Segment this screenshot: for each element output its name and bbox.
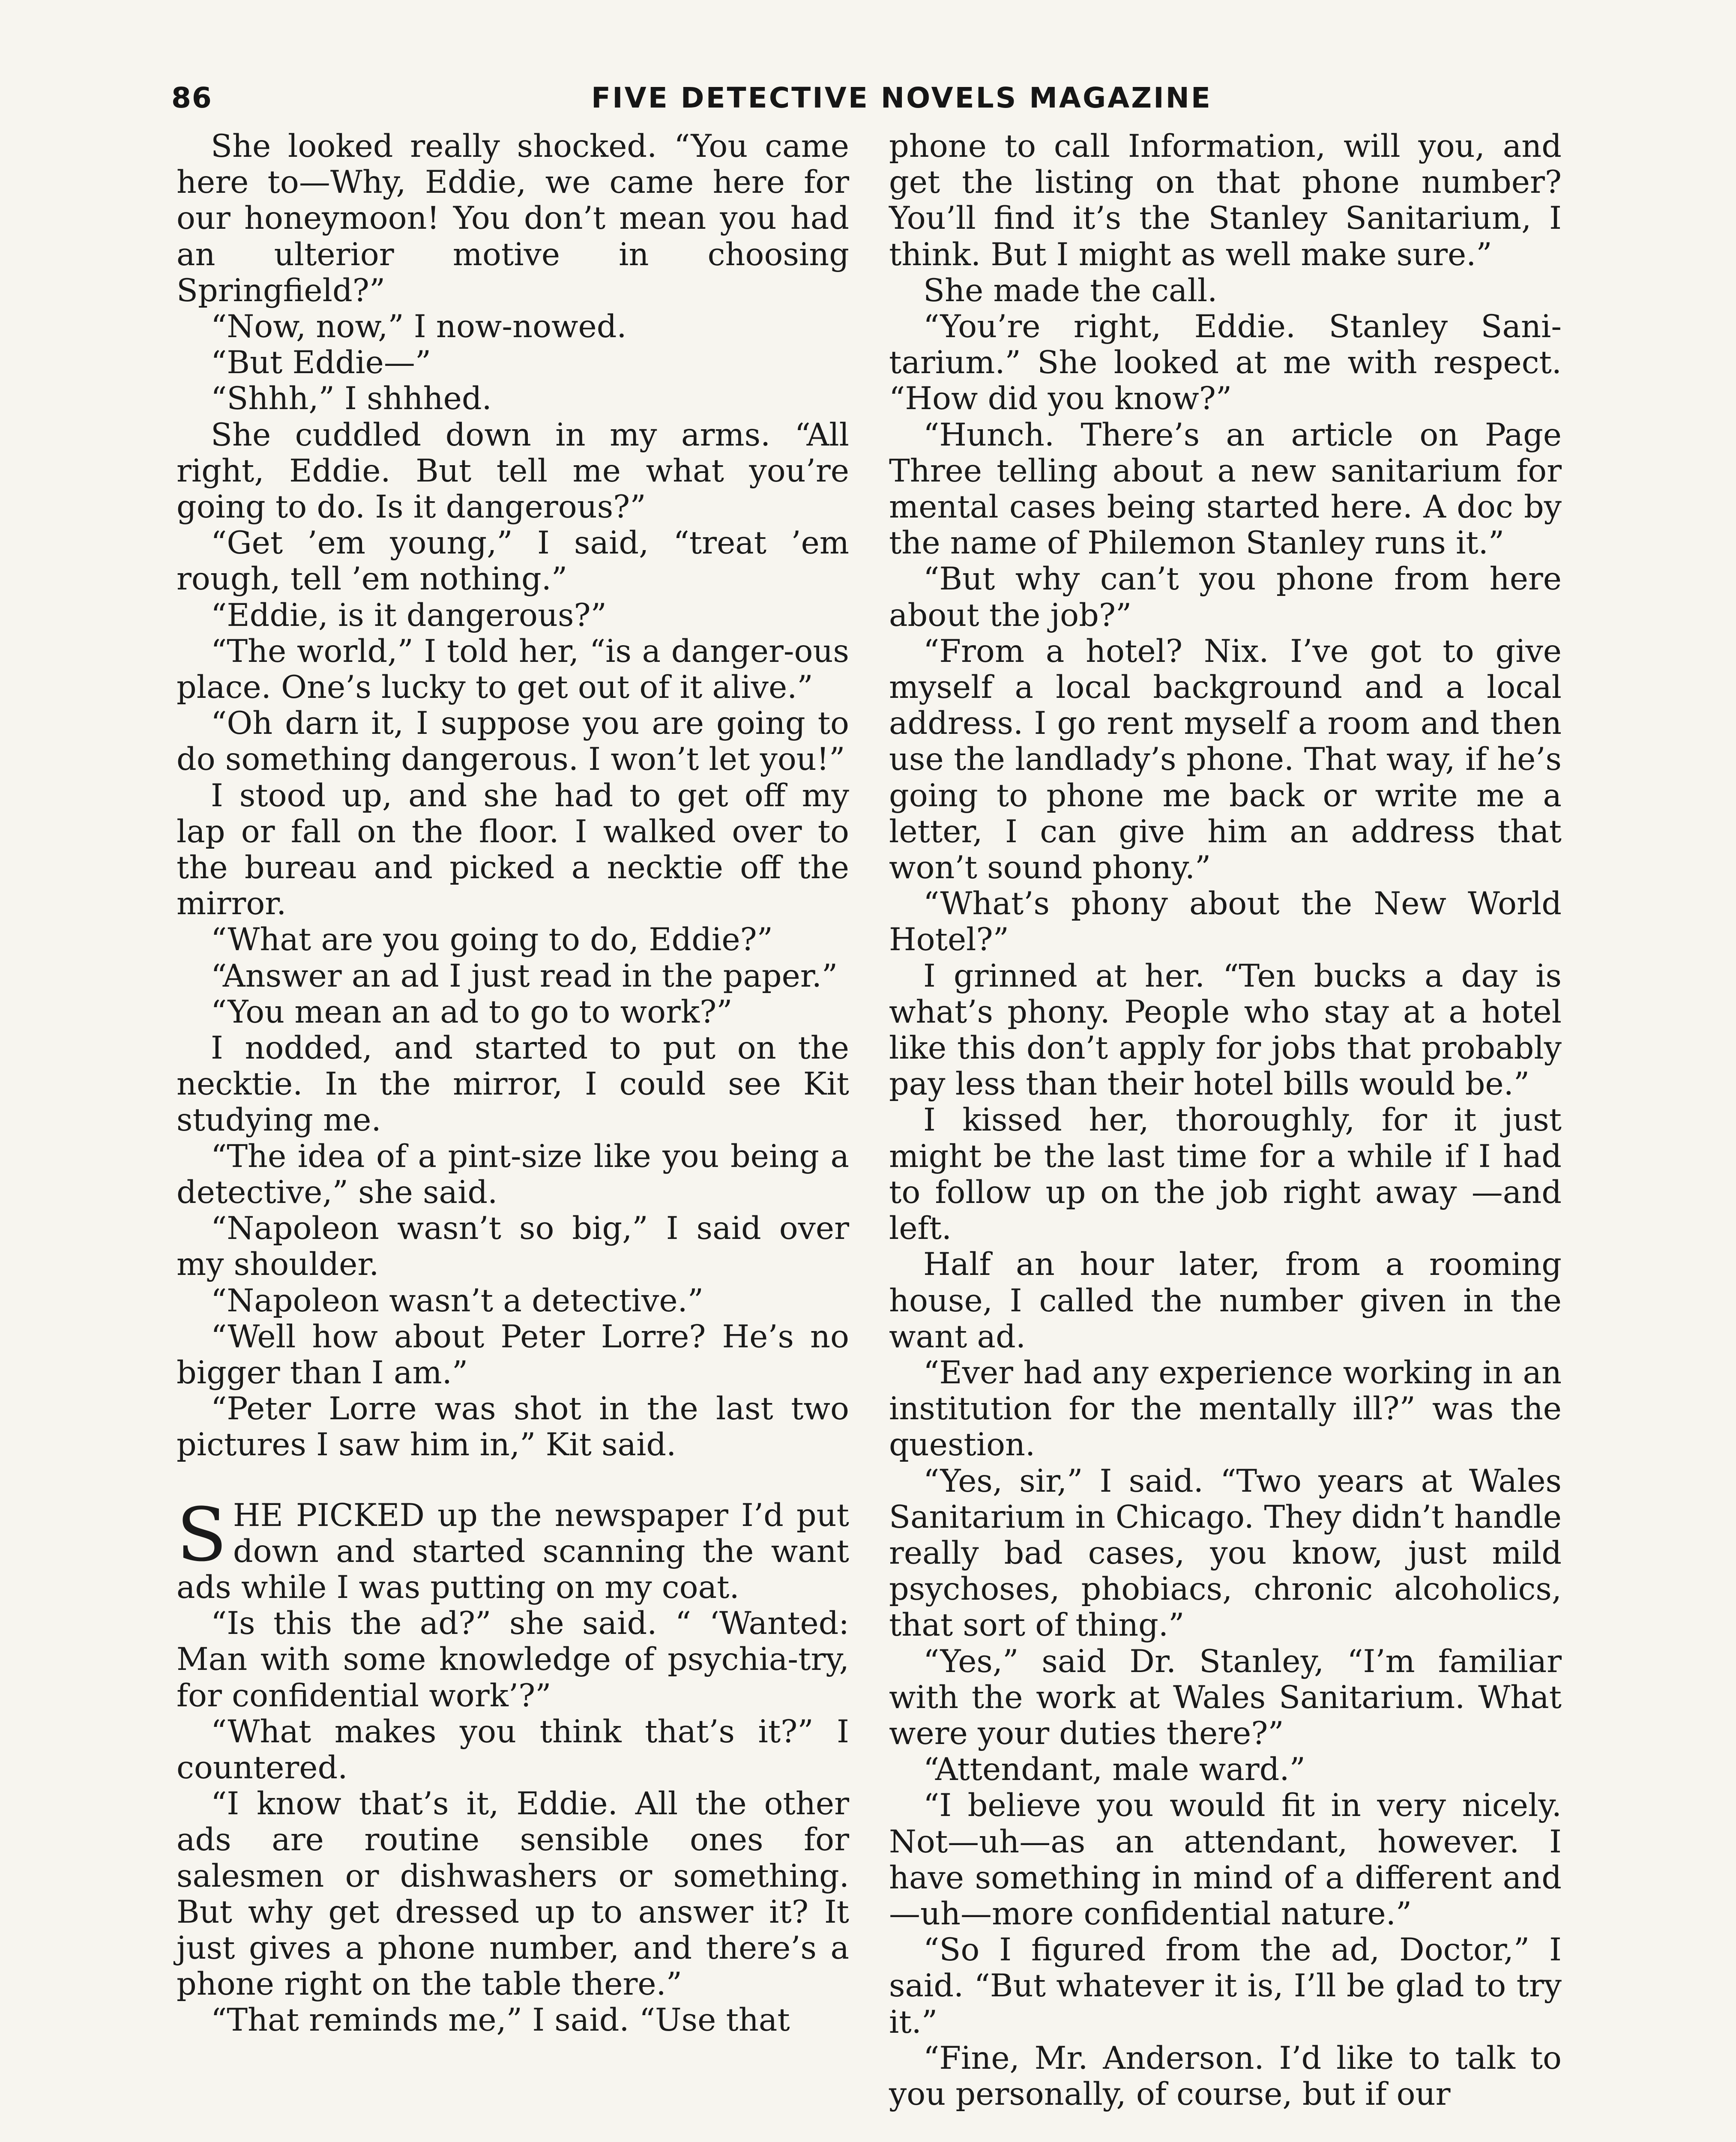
paragraph: “What makes you think that’s it?” I countered.	[177, 1713, 849, 1786]
paragraph: “But Eddie—”	[211, 344, 431, 381]
paragraph: “The idea of a pint-size like you being a detective,” she said.	[177, 1138, 849, 1211]
paragraph: “Get ’em young,” I said, “treat ’em rough, tell ’em nothing.”	[177, 525, 849, 598]
paragraph: “Attendant, male ward.”	[923, 1751, 1305, 1788]
section-opening-paragraph	[177, 1491, 849, 1606]
paragraph: Half an hour later, from a rooming house, I called the number given in the want ad.	[889, 1246, 1562, 1355]
section-break	[177, 1463, 849, 1498]
paragraph: “You’re right, Eddie. Stanley Sani-tarium.” She looked at me with respect. “How did you know?”	[889, 308, 1562, 417]
paragraph: “Well how about Peter Lorre? He’s no bigger than I am.”	[177, 1318, 849, 1391]
paragraph: “Yes, sir,” I said. “Two years at Wales Sanitarium in Chicago. They didn’t handle really bad cases, you know, just mild psychoses, phobiacs, chronic alcoholics, that sort of thing.”	[889, 1463, 1562, 1644]
paragraph: She made the call.	[923, 272, 1218, 309]
page-number: 86	[171, 81, 213, 114]
paragraph: I kissed her, thoroughly, for it just might be the last time for a while if I had to follow up on the job right away —and left.	[889, 1102, 1562, 1247]
paragraph: She looked really shocked. “You came here to—Why, Eddie, we came here for our honeymoon! You don’t mean you had an ulterior motive in choosing Springfield?”	[177, 128, 849, 309]
paragraph: “So I figured from the ad, Doctor,” I said. “But whatever it is, I’ll be glad to try it.”	[889, 1932, 1562, 2040]
paragraph: “Peter Lorre was shot in the last two pictures I saw him in,” Kit said.	[177, 1391, 849, 1463]
paragraph: “I know that’s it, Eddie. All the other ads are routine sensible ones for salesmen or dishwashers or something. But why get dressed up to answer it? It just gives a phone number, and there’s a phone right on the table there.”	[177, 1786, 849, 2003]
paragraph: “What are you going to do, Eddie?”	[211, 921, 773, 958]
paragraph: “What’s phony about the New World Hotel?”	[889, 886, 1562, 958]
paragraph: I grinned at her. “Ten bucks a day is what’s phony. People who stay at a hotel like this don’t apply for jobs that probably pay less than their hotel bills would be.”	[889, 957, 1562, 1103]
paragraph: “Answer an ad I just read in the paper.”	[211, 957, 838, 994]
paragraph: “I believe you would fit in very nicely. Not—uh—as an attendant, however. I have something in mind of a different and—uh—more confidential nature.”	[889, 1787, 1562, 1932]
paragraph: “Napoleon wasn’t so big,” I said over my shoulder.	[177, 1210, 849, 1283]
right-column	[889, 129, 1562, 2112]
paragraph: “Napoleon wasn’t a detective.”	[211, 1282, 704, 1319]
paragraph: “Ever had any experience working in an institution for the mentally ill?” was the question.	[889, 1354, 1562, 1463]
paragraph: “Yes,” said Dr. Stanley, “I’m familiar with the work at Wales Sanitarium. What were your duties there?”	[889, 1643, 1562, 1752]
running-title: FIVE DETECTIVE NOVELS MAGAZINE	[591, 81, 1212, 114]
paragraph: “The world,” I told her, “is a danger-ous place. One’s lucky to get out of it alive.”	[177, 633, 849, 706]
paragraph: “That reminds me,” I said. “Use that	[211, 2002, 790, 2039]
paragraph: “From a hotel? Nix. I’ve got to give myself a local background and a local address. I go rent myself a room and then use the landlady’s phone. That way, if he’s going to phone me back or write me a letter, I can give him an address that won’t sound phony.”	[889, 633, 1562, 886]
paragraph: She cuddled down in my arms. “All right, Eddie. But tell me what you’re going to do. Is it dangerous?”	[177, 416, 849, 526]
paragraph: “Now, now,” I now-nowed.	[211, 308, 627, 345]
continued-paragraph: phone to call Information, will you, and get the listing on that phone number? You’ll find it’s the Stanley Sanitarium, I think. But I might as well make sure.”	[889, 128, 1562, 273]
paragraph: “Eddie, is it dangerous?”	[211, 597, 607, 634]
section-opening-text: HE PICKED up the newspaper I’d put down and started scanning the want ads while I was putting on my coat.	[177, 1497, 849, 1606]
left-column	[177, 129, 849, 2039]
paragraph: I nodded, and started to put on the necktie. In the mirror, I could see Kit studying me.	[177, 1030, 849, 1139]
page-header	[171, 81, 1568, 129]
paragraph: “Oh darn it, I suppose you are going to do something dangerous. I won’t let you!”	[177, 705, 849, 778]
paragraph: “Shhh,” I shhhed.	[211, 380, 492, 417]
paragraph: “But why can’t you phone from here about the job?”	[889, 561, 1562, 634]
paragraph: “Hunch. There’s an article on Page Three telling about a new sanitarium for mental cases being started here. A doc by the name of Philemon Stanley runs it.”	[889, 416, 1562, 562]
paragraph: “You mean an ad to go to work?”	[211, 993, 733, 1030]
paragraph: “Is this the ad?” she said. “ ‘Wanted: Man with some knowledge of psychia-try, for confidential work’?”	[177, 1605, 849, 1714]
paragraph: I stood up, and she had to get off my lap or fall on the floor. I walked over to the bureau and picked a necktie off the mirror.	[177, 777, 849, 922]
drop-cap: S	[177, 1491, 227, 1578]
paragraph: “Fine, Mr. Anderson. I’d like to talk to you personally, of course, but if our	[889, 2040, 1562, 2112]
